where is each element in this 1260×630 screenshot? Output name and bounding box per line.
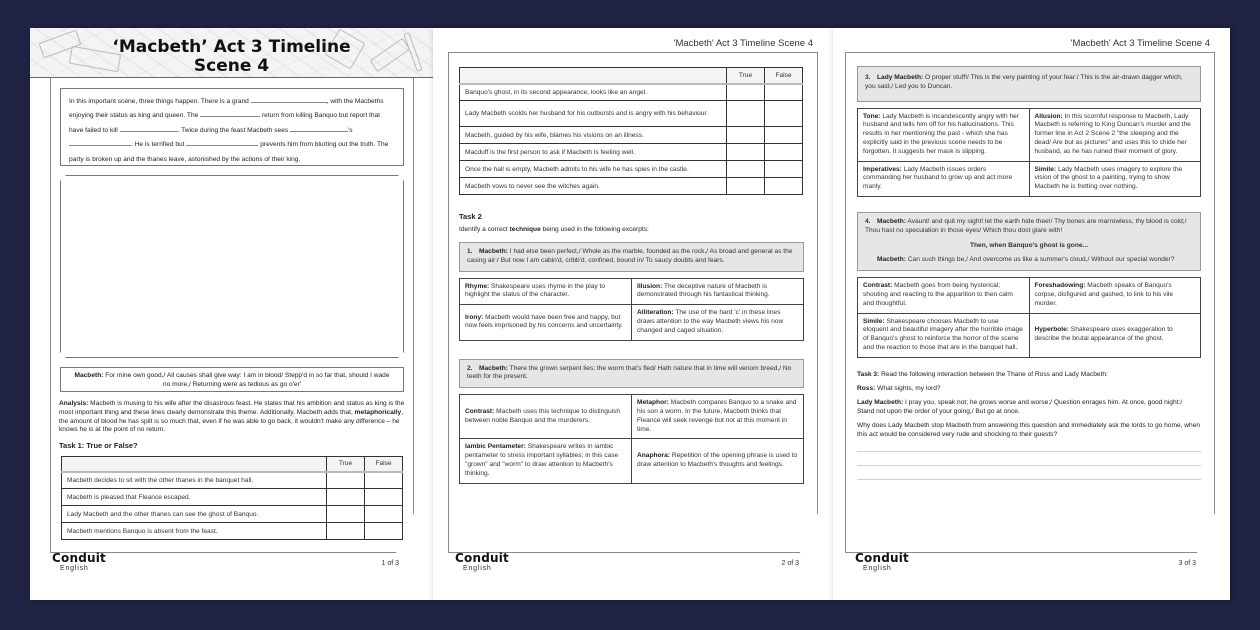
- true-false-table: True False Macbeth decides to sit with the other thanes in the banquet hall. Macbeth is pleased that Fleance escaped. Lady Macbeth and the other thanes can see the ghost of Banquo. Macbeth mentions Banquo is absent from the feast.: [61, 456, 403, 540]
- drawing-box[interactable]: [60, 175, 404, 358]
- table-row: Banquo's ghost, in its second appearance, looks like an angel.: [460, 84, 803, 101]
- technique-option[interactable]: Contrast: Macbeth goes from being hysterical; shouting and reacting to the apparition to then calm and thoughtful.: [858, 278, 1030, 313]
- true-checkbox-cell[interactable]: [727, 161, 765, 178]
- conduit-logo: Conduit English: [855, 551, 909, 572]
- answer-line[interactable]: [857, 479, 1201, 480]
- technique-option[interactable]: Imperatives: Lady Macbeth issues orders commanding her husband to grow up and act more manly.: [858, 161, 1030, 196]
- blank-field[interactable]: [69, 139, 131, 146]
- quote-box: Macbeth: For mine own good,/ All causes shall give way: I am in blood/ Stepp'd in so far that, should I wade no more,/ Returning were as tedious as go o'er': [60, 367, 404, 392]
- page-number: 3 of 3: [1178, 560, 1196, 567]
- task2-section: [459, 212, 804, 484]
- conduit-logo: Conduit English: [455, 551, 509, 572]
- table-row: Macbeth decides to sit with the other thanes in the banquet hall.: [62, 472, 403, 489]
- technique-options-table: [857, 108, 1201, 197]
- answer-line[interactable]: [857, 465, 1201, 466]
- page-number: 1 of 3: [381, 560, 399, 567]
- true-checkbox-cell[interactable]: [727, 144, 765, 161]
- excerpt3-section: [857, 66, 1201, 480]
- table-row: Macbeth, guided by his wife, blames his visions on an illness.: [460, 127, 803, 144]
- dialogue-ross: Ross: What sights, my lord?: [857, 384, 941, 392]
- blank-field[interactable]: [290, 125, 348, 132]
- technique-option[interactable]: Illusion: The deceptive nature of Macbeth is demonstrated through his fantastical thinking.: [632, 278, 804, 305]
- conduit-logo: Conduit English: [52, 551, 106, 572]
- technique-option[interactable]: Hyperbole: Shakespeare uses exaggeration to describe the brutal appearance of the ghost.: [1029, 313, 1201, 357]
- page-title: ‘Macbeth’ Act 3 Timeline Scene 4: [112, 37, 351, 76]
- true-checkbox-cell[interactable]: [727, 178, 765, 195]
- false-checkbox-cell[interactable]: [765, 127, 803, 144]
- title-banner: [30, 28, 433, 78]
- worksheet-page-1: [30, 28, 433, 600]
- technique-options-table: [459, 278, 804, 341]
- table-row: Macbeth is pleased that Fleance escaped.: [62, 489, 403, 506]
- worksheet-page-2: [433, 28, 833, 600]
- running-header: 'Macbeth' Act 3 Timeline Scene 4: [1070, 38, 1210, 49]
- table-row: Lady Macbeth and the other thanes can see the ghost of Banquo.: [62, 506, 403, 523]
- false-checkbox-cell[interactable]: [765, 144, 803, 161]
- excerpt-box: 4. Macbeth: Avaunt! and quit my sight! let the earth hide thee!/ Thy bones are marrowless, thy blood is cold;/ Thou hast no speculation in those eyes/ Which thou dost glare with! Then, when Banquo's ghost is gone... Macbeth: Can such things be,/ And overcome us like a summer's cloud,/ Without our special wonder?: [857, 212, 1201, 271]
- blank-field[interactable]: [251, 96, 327, 103]
- technique-options-table: [857, 277, 1201, 358]
- false-checkbox-cell[interactable]: [365, 489, 403, 506]
- task3-question: Why does Lady Macbeth stop Macbeth from answering this question and immediately ask the lords to go home, when this act would be considered very rude and shocking to their guests?: [857, 421, 1201, 438]
- technique-option[interactable]: Tone: Lady Macbeth is incandescently angry with her husband and tells him off for his hallucinations. This results in her mentioning the past - which she has explicitly said in the previous scene needs to be forgotten. It suggests her mask is slipping.: [858, 108, 1030, 161]
- task2-heading: Task 2: [459, 212, 482, 221]
- task3-heading: Task 3: Read the following interaction between the Thane of Ross and Lady Macbeth:: [857, 370, 1108, 378]
- technique-option[interactable]: Foreshadowing: Macbeth speaks of Banquo's corpse, disfigured and gashed, to link to his vile murder.: [1029, 278, 1201, 313]
- blank-field[interactable]: [186, 139, 258, 146]
- technique-option[interactable]: Metaphor: Macbeth compares Banquo to a snake and his son a worm. In the future, Macbeth thinks that Fleance will seek revenge but not at this moment in time.: [632, 395, 804, 439]
- false-checkbox-cell[interactable]: [365, 523, 403, 540]
- technique-option[interactable]: Allusion: In this scornful response to Macbeth, Lady Macbeth is referring to King Duncan's murder and the former line in Act 2 Scene 2 "the sleeping and the dead/ Are but as pictures" and uses this to chide her husband, as he has ruined their moment of glory.: [1029, 108, 1201, 161]
- dialogue-lady-macbeth: Lady Macbeth: I pray you, speak not; he grows worse and worse;/ Question enrages him. At once, good night:/ Stand not upon the order of your going,/ But go at once.: [857, 398, 1183, 415]
- worksheet-page-3: [833, 28, 1230, 600]
- false-checkbox-cell[interactable]: [765, 101, 803, 127]
- excerpt-box: 3. Lady Macbeth: O proper stuff!/ This is the very painting of your fear:/ This is the air-drawn dagger which, you said,/ Led you to Duncan.: [857, 66, 1201, 102]
- answer-area[interactable]: [857, 451, 1201, 480]
- true-checkbox-cell[interactable]: [727, 84, 765, 101]
- technique-options-table: [459, 394, 804, 483]
- task2-instructions: Identify a correct technique being used in the following excerpts:: [459, 226, 649, 233]
- excerpt-box: 2. Macbeth: There the grown serpent lies; the worm that's fled/ Hath nature that in time will venom breed,/ No teeth for the present.: [459, 359, 804, 389]
- cloze-paragraph: In this important scene, three things happen. There is a grand , with the Macbeths enjoying their status as king and queen. The return from killing Banquo but report that have failed to kill . Twice during the feast Macbeth sees 's . He is terrified but prevents him from blurting out the truth. The party is broken up and the thanes leave, astonished by the actions of their king.: [60, 88, 404, 166]
- table-row: Lady Macbeth scolds her husband for his outbursts and is angry with his behaviour.: [460, 101, 803, 127]
- true-checkbox-cell[interactable]: [327, 472, 365, 489]
- technique-option[interactable]: Alliteration: The use of the hard 'c' in these lines draws attention to the way Macbeth views his now changed and caged situation.: [632, 305, 804, 340]
- excerpt-box: 1. Macbeth: I had else been perfect,/ Whole as the marble, founded as the rock,/ As broad and general as the casing air:/ But now I am cabin'd, cribb'd, confined, bound in/ To saucy doubts and fears.: [459, 242, 804, 272]
- page-number: 2 of 3: [781, 560, 799, 567]
- task1-heading: Task 1: True or False?: [59, 441, 138, 451]
- true-checkbox-cell[interactable]: [327, 506, 365, 523]
- blank-field[interactable]: [200, 110, 260, 117]
- table-row: Macduff is the first person to ask if Macbeth is feeling well.: [460, 144, 803, 161]
- technique-option[interactable]: Simile: Lady Macbeth uses imagery to explore the vision of the ghost to a painting, trying to show Macbeth he is fretting over nothing.: [1029, 161, 1201, 196]
- false-checkbox-cell[interactable]: [765, 178, 803, 195]
- false-checkbox-cell[interactable]: [765, 161, 803, 178]
- technique-option[interactable]: Simile: Shakespeare chooses Macbeth to use eloquent and beautiful imagery after the horrible image of Banquo's ghost to reinforce the horror of the scene and the reaction to those that are in the banquet hall.: [858, 313, 1030, 357]
- technique-option[interactable]: Iambic Pentameter: Shakespeare writes in iambic pentameter to stress important syllables; in this case "grown" and "worm" to draw attention to Macbeth's thinking.: [460, 439, 632, 483]
- true-false-table: True False Banquo's ghost, in its second appearance, looks like an angel. Lady Macbeth scolds her husband for his outbursts and is angry with his behaviour. Macbeth, guided by his wife, blames his visions on an illness. Macduff is the first person to ask if Macbeth is feeling well. Once the hall is empty, Macbeth admits to his wife he has spies in the castle. Macbeth vows to never see the witches again.: [459, 67, 803, 195]
- answer-line[interactable]: [857, 451, 1201, 452]
- true-checkbox-cell[interactable]: [727, 101, 765, 127]
- analysis-text: Analysis: Macbeth is musing to his wife after the disastrous feast. He states that his ambition and status as king is the most important thing and these lines clearly demonstrate this theme. Additionally, Macbeth adds that, metaphorically, the amount of blood he has spilt is so much that, even if he was able to go back, it wouldn't make any difference – he knows he is at the point of no return.: [59, 400, 405, 434]
- true-checkbox-cell[interactable]: [327, 489, 365, 506]
- technique-option[interactable]: Irony: Macbeth would have been free and happy, but now feels imprisoned by his concerns and uncertainty.: [460, 305, 632, 340]
- true-checkbox-cell[interactable]: [727, 127, 765, 144]
- technique-option[interactable]: Rhyme: Shakespeare uses rhyme in the play to highlight the status of the character.: [460, 278, 632, 305]
- blank-field[interactable]: [120, 125, 178, 132]
- false-checkbox-cell[interactable]: [365, 472, 403, 489]
- technique-option[interactable]: Contrast: Macbeth uses this technique to distinguish between noble Banquo and the murderers.: [460, 395, 632, 439]
- task3-section: [857, 370, 1201, 480]
- table-row: Macbeth vows to never see the witches again.: [460, 178, 803, 195]
- false-checkbox-cell[interactable]: [765, 84, 803, 101]
- analysis-section: [59, 400, 407, 540]
- table-row: Once the hall is empty, Macbeth admits to his wife he has spies in the castle.: [460, 161, 803, 178]
- false-checkbox-cell[interactable]: [365, 506, 403, 523]
- table-row: Macbeth mentions Banquo is absent from the feast.: [62, 523, 403, 540]
- running-header: 'Macbeth' Act 3 Timeline Scene 4: [673, 38, 813, 49]
- technique-option[interactable]: Anaphora: Repetition of the opening phrase is used to draw attention to Macbeth's thoughts and feelings.: [632, 439, 804, 483]
- true-checkbox-cell[interactable]: [327, 523, 365, 540]
